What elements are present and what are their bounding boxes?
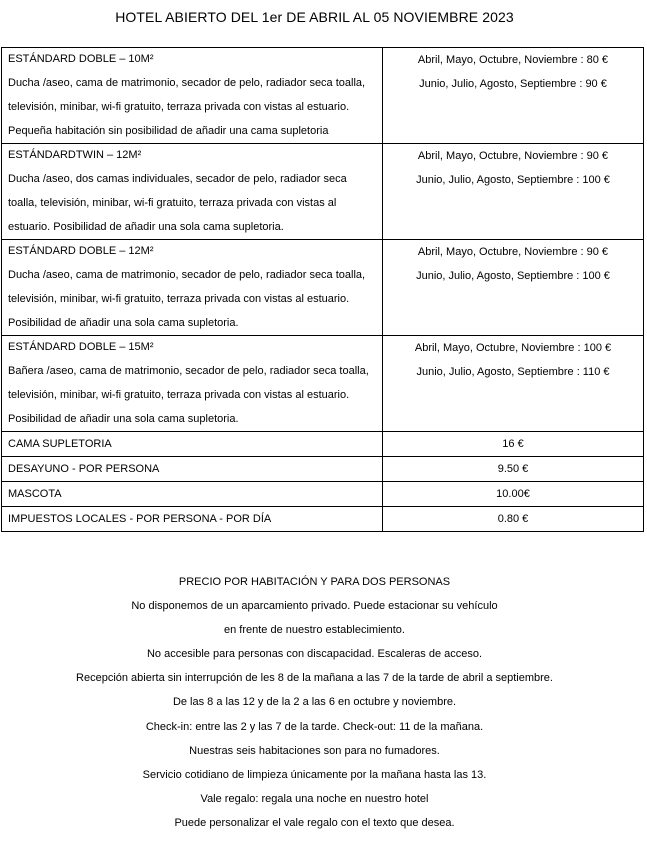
price-low-season: Abril, Mayo, Octubre, Noviembre : 100 € [414,342,612,354]
note-line: Recepción abierta sin interrupción de les 8 de la mañana a las 7 de la tarde de abril a septiembre. [76,672,553,685]
price-high-season: Junio, Julio, Agosto, Septiembre : 90 € [419,78,607,90]
room-description: Ducha /aseo, cama de matrimonio, secador de pelo, radiador seca toalla, televisión, minibar, wi-fi gratuito, terraza privada con vistas al estuario. Pequeña habitación sin posibilidad de añadir una cama supletoria [8,77,366,137]
room-price-cell [383,240,644,336]
room-name: ESTÁNDARD DOBLE – 10M² [8,53,154,65]
extra-price: 10.00€ [383,482,644,507]
room-description-cell [2,48,383,144]
note-line: Puede personalizar el vale regalo con el texto que desea. [174,816,455,829]
price-high-season: Junio, Julio, Agosto, Septiembre : 100 € [416,270,610,282]
extra-price: 9.50 € [383,457,644,482]
table-row [2,240,644,336]
note-line: De las 8 a las 12 y de la 2 a las 6 en octubre y noviembre. [172,696,457,709]
room-price-cell [383,336,644,432]
room-price-cell [383,48,644,144]
extra-label: DESAYUNO - POR PERSONA [2,457,383,482]
table-row [2,144,644,240]
note-line: PRECIO POR HABITACIÓN Y PARA DOS PERSONAS [178,576,451,588]
note-line: Vale regalo: regala una noche en nuestro hotel [200,792,429,805]
price-high-season: Junio, Julio, Agosto, Septiembre : 100 € [416,174,610,186]
price-low-season: Abril, Mayo, Octubre, Noviembre : 80 € [417,54,609,66]
note-line: No accesible para personas con discapacidad. Escaleras de acceso. [146,648,483,661]
note-line: Servicio cotidiano de limpieza únicamente por la mañana hasta las 13. [142,768,487,781]
table-row [2,457,644,482]
room-name: ESTÁNDARDTWIN – 12M² [8,149,142,161]
room-description: Bañera /aseo, cama de matrimonio, secador de pelo, radiador seca toalla, televisión, minibar, wi-fi gratuito, terraza privada con vistas al estuario. Posibilidad de añadir una sola cama supletoria. [8,365,369,425]
extra-label: IMPUESTOS LOCALES - POR PERSONA - POR DÍA [2,507,383,532]
room-name: ESTÁNDARD DOBLE – 12M² [8,245,154,257]
price-high-season: Junio, Julio, Agosto, Septiembre : 110 € [416,366,610,378]
table-row [2,336,644,432]
table-row [2,432,644,457]
table-row [2,507,644,532]
room-description-cell [2,144,383,240]
extra-price: 0.80 € [383,507,644,532]
room-description: Ducha /aseo, dos camas individuales, secador de pelo, radiador seca toalla, televisión, minibar, wi-fi gratuito, terraza privada con vistas al estuario. Posibilidad de añadir una sola cama supletoria. [8,173,347,233]
rates-table [1,47,644,532]
room-description: Ducha /aseo, cama de matrimonio, secador de pelo, radiador seca toalla, televisión, minibar, wi-fi gratuito, terraza privada con vistas al estuario. Posibilidad de añadir una sola cama supletoria. [8,269,366,329]
note-line: Nuestras seis habitaciones son para no fumadores. [189,744,440,757]
hotel-notes [0,570,629,835]
note-line: No disponemos de un aparcamiento privado. Puede estacionar su vehículo [131,600,498,613]
table-row [2,48,644,144]
note-line: en frente de nuestro establecimiento. [223,624,405,637]
note-line: Check-in: entre las 2 y las 7 de la tarde. Check-out: 11 de la mañana. [145,720,484,733]
table-row [2,482,644,507]
room-price-cell [383,144,644,240]
room-name: ESTÁNDARD DOBLE – 15M² [8,341,154,353]
room-description-cell [2,240,383,336]
extra-label: MASCOTA [2,482,383,507]
extra-label: CAMA SUPLETORIA [2,432,383,457]
page-title: HOTEL ABIERTO DEL 1er DE ABRIL AL 05 NOVIEMBRE 2023 [115,9,514,25]
extra-price: 16 € [383,432,644,457]
price-low-season: Abril, Mayo, Octubre, Noviembre : 90 € [417,150,609,162]
room-description-cell [2,336,383,432]
price-low-season: Abril, Mayo, Octubre, Noviembre : 90 € [417,246,609,258]
